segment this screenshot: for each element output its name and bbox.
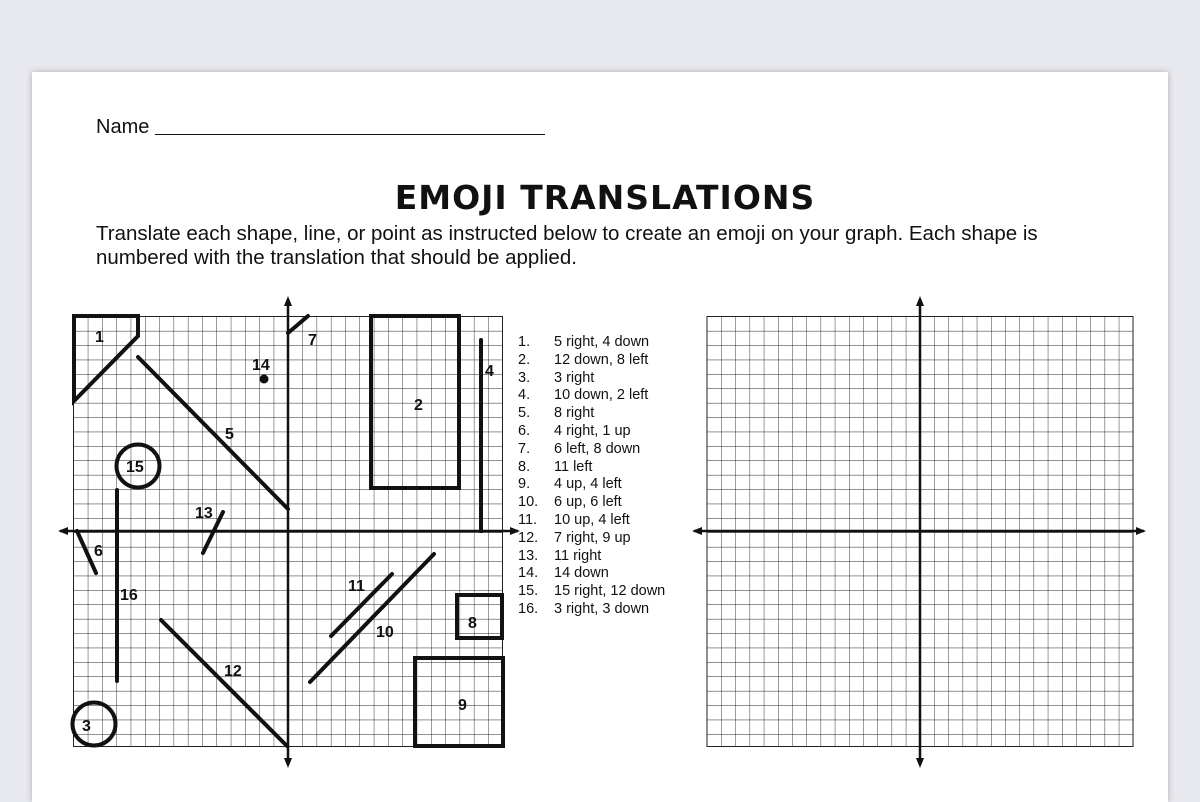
label-13: 13 xyxy=(195,505,213,522)
step-number: 15. xyxy=(518,583,539,600)
step-number: 8. xyxy=(518,458,531,475)
step-text: 8 right xyxy=(554,405,595,422)
step-number: 7. xyxy=(518,440,531,457)
translation-steps-list xyxy=(518,334,665,619)
label-16: 16 xyxy=(120,587,138,604)
translation-step xyxy=(518,565,665,583)
label-14: 14 xyxy=(252,357,270,374)
step-number: 4. xyxy=(518,387,531,404)
step-text: 15 right, 12 down xyxy=(554,583,666,600)
instructions-text: Translate each shape, line, or point as instructed below to create an emoji on your graph. Each shape is numbered with the translation that should be applied. xyxy=(96,222,1038,269)
right-coordinate-grid[interactable] xyxy=(692,296,1146,768)
step-text: 4 up, 4 left xyxy=(554,476,622,493)
translation-step xyxy=(518,476,665,494)
step-text: 11 right xyxy=(554,547,602,564)
left-coordinate-grid xyxy=(58,296,520,768)
step-text: 5 right, 4 down xyxy=(554,334,650,350)
translation-step xyxy=(518,352,665,370)
label-1: 1 xyxy=(95,329,104,346)
step-number: 3. xyxy=(518,369,531,386)
label-5: 5 xyxy=(225,426,234,443)
step-number: 12. xyxy=(518,529,539,546)
step-number: 2. xyxy=(518,351,531,368)
step-number: 11. xyxy=(518,511,538,528)
label-11: 11 xyxy=(348,578,365,595)
step-number: 9. xyxy=(518,476,531,493)
shape-14-point xyxy=(260,375,269,384)
step-text: 10 up, 4 left xyxy=(554,511,630,528)
label-10: 10 xyxy=(376,624,394,641)
translation-step xyxy=(518,441,665,459)
step-text: 6 left, 8 down xyxy=(554,440,641,457)
translation-step xyxy=(518,370,665,388)
step-number: 5. xyxy=(518,405,531,422)
label-7: 7 xyxy=(308,332,317,349)
step-number: 6. xyxy=(518,422,531,439)
translation-step xyxy=(518,494,665,512)
step-text: 12 down, 8 left xyxy=(554,351,649,368)
translation-step xyxy=(518,387,665,405)
step-text: 6 up, 6 left xyxy=(554,494,622,511)
label-4: 4 xyxy=(485,363,494,380)
step-number: 14. xyxy=(518,565,539,582)
step-text: 3 right xyxy=(554,369,595,386)
step-text: 10 down, 2 left xyxy=(554,387,649,404)
step-text: 11 left xyxy=(554,458,593,475)
translation-step xyxy=(518,583,665,601)
step-text: 3 right, 3 down xyxy=(554,600,650,617)
translation-step xyxy=(518,405,665,423)
step-number: 10. xyxy=(518,494,539,511)
label-2: 2 xyxy=(414,397,423,414)
label-6: 6 xyxy=(94,543,103,560)
translation-step xyxy=(518,459,665,477)
worksheet-title: EMOJI TRANSLATIONS xyxy=(394,178,816,217)
translation-step xyxy=(518,423,665,441)
label-15: 15 xyxy=(126,459,144,476)
step-text: 4 right, 1 up xyxy=(554,422,631,439)
step-text: 14 down xyxy=(554,565,609,582)
label-12: 12 xyxy=(224,663,242,680)
translation-step xyxy=(518,530,665,548)
label-3: 3 xyxy=(82,718,91,735)
step-text: 7 right, 9 up xyxy=(554,529,631,546)
step-number: 16. xyxy=(518,600,539,617)
translation-step xyxy=(518,601,665,619)
translation-step xyxy=(518,548,665,566)
step-number: 13. xyxy=(518,547,539,564)
step-number: 1. xyxy=(518,334,531,350)
name-label: Name xyxy=(96,116,150,138)
translation-step xyxy=(518,512,665,530)
label-9: 9 xyxy=(458,697,467,714)
translation-step xyxy=(518,334,665,352)
label-8: 8 xyxy=(468,615,477,632)
